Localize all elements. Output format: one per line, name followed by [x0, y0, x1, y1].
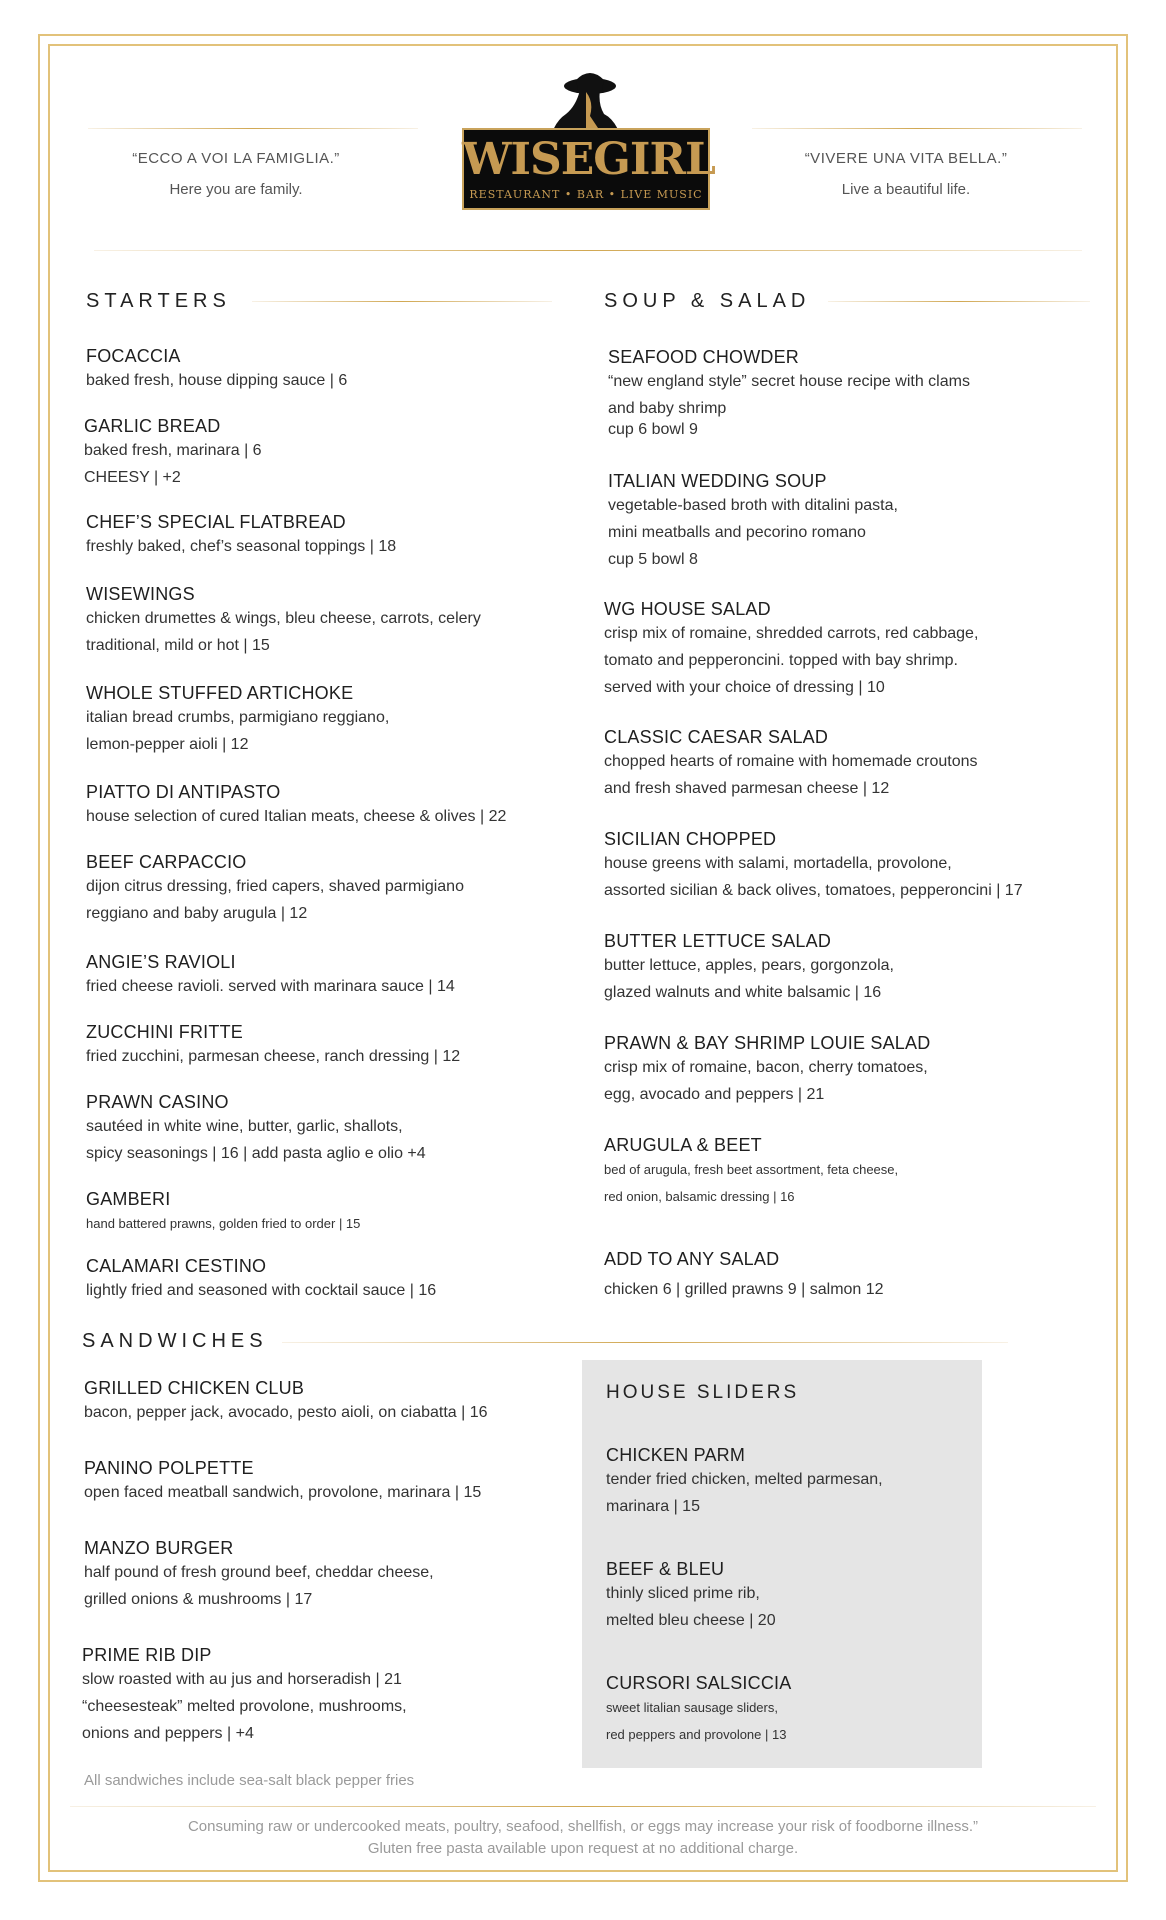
menu-item-ravioli: [86, 952, 566, 1000]
item-desc: chopped hearts of romaine with homemade croutons: [604, 753, 978, 770]
menu-item-antipasto: [86, 782, 566, 830]
header-rule-right: [752, 128, 1082, 129]
item-desc: chicken drumettes & wings, bleu cheese, carrots, celery: [86, 610, 481, 627]
menu-item-house-salad: [604, 599, 1104, 701]
menu-item-artichoke: [86, 683, 566, 758]
item-title: PRIME RIB DIP: [82, 1645, 212, 1665]
left-quote: “ECCO A VOI LA FAMIGLIA.”: [132, 150, 340, 167]
sandwich-note: All sandwiches include sea-salt black pepper fries: [84, 1772, 415, 1789]
item-desc: sweet litalian sausage sliders,: [606, 1700, 778, 1715]
item-title: ITALIAN WEDDING SOUP: [608, 471, 827, 491]
footer-gluten-note: Gluten free pasta available upon request at no additional charge.: [367, 1840, 799, 1857]
menu-item-panino: [84, 1458, 584, 1506]
menu-item-chowder: [608, 347, 1108, 443]
item-title: ANGIE’S RAVIOLI: [86, 952, 236, 972]
menu-item-butter-lettuce: [604, 931, 1104, 1006]
header-divider: [94, 250, 1082, 251]
item-title: WHOLE STUFFED ARTICHOKE: [86, 683, 354, 703]
menu-item-zucchini: [86, 1022, 566, 1070]
soup-salad-heading: SOUP & SALAD: [604, 290, 811, 312]
item-title: WG HOUSE SALAD: [604, 599, 771, 619]
left-translation: Here you are family.: [169, 181, 303, 198]
item-title: BEEF CARPACCIO: [86, 852, 247, 872]
menu-item-gamberi: [86, 1189, 566, 1237]
item-desc: sautéed in white wine, butter, garlic, shallots,: [86, 1118, 403, 1135]
item-title: BUTTER LETTUCE SALAD: [604, 931, 832, 951]
item-desc: fried cheese ravioli. served with marinara sauce | 14: [86, 978, 455, 995]
item-desc: “cheesesteak” melted provolone, mushrooms,: [82, 1698, 407, 1715]
item-desc: fried zucchini, parmesan cheese, ranch dressing | 12: [86, 1048, 461, 1065]
item-desc: and fresh shaved parmesan cheese | 12: [604, 780, 890, 797]
item-title: CURSORI SALSICCIA: [606, 1673, 792, 1693]
menu-item-prime-rib-dip: [82, 1645, 582, 1747]
item-desc: egg, avocado and peppers | 21: [604, 1086, 825, 1103]
menu-item-salsiccia: [606, 1673, 966, 1748]
item-desc: half pound of fresh ground beef, cheddar cheese,: [84, 1564, 434, 1581]
item-title: FOCACCIA: [86, 346, 181, 366]
item-desc: house greens with salami, mortadella, provolone,: [604, 855, 952, 872]
item-desc: cup 6 bowl 9: [608, 421, 698, 438]
item-title: WISEWINGS: [86, 584, 195, 604]
header-rule-left: [88, 128, 418, 129]
item-desc: italian bread crumbs, parmigiano reggiano,: [86, 709, 390, 726]
item-desc: baked fresh, house dipping sauce | 6: [86, 372, 348, 389]
item-title: GRILLED CHICKEN CLUB: [84, 1378, 305, 1398]
item-desc: CHEESY | +2: [84, 469, 181, 486]
item-desc: “new england style” secret house recipe with clams: [608, 373, 970, 390]
logo: [462, 70, 715, 210]
menu-item-focaccia: [86, 346, 566, 394]
item-title: MANZO BURGER: [84, 1538, 234, 1558]
footer-disclaimer: Consuming raw or undercooked meats, poultry, seafood, shellfish, or eggs may increase your risk of foodborne illness.”: [187, 1818, 979, 1835]
left-quote-block: [86, 150, 386, 198]
item-desc: cup 5 bowl 8: [608, 551, 698, 568]
item-desc: red onion, balsamic dressing | 16: [604, 1189, 795, 1204]
sandwiches-heading: SANDWICHES: [82, 1330, 268, 1352]
item-title: PANINO POLPETTE: [84, 1458, 254, 1478]
item-desc: mini meatballs and pecorino romano: [608, 524, 866, 541]
menu-item-chicken-club: [84, 1378, 584, 1426]
item-title: BEEF & BLEU: [606, 1559, 725, 1579]
menu-item-garlic-bread: [84, 416, 564, 491]
item-desc: glazed walnuts and white balsamic | 16: [604, 984, 882, 1001]
item-desc: tomato and pepperoncini. topped with bay shrimp.: [604, 652, 958, 669]
item-desc: marinara | 15: [606, 1498, 700, 1515]
item-desc: hand battered prawns, golden fried to order | 15: [86, 1216, 361, 1231]
menu-item-calamari: [86, 1256, 566, 1304]
item-desc: lightly fried and seasoned with cocktail sauce | 16: [86, 1282, 437, 1299]
item-desc: baked fresh, marinara | 6: [84, 442, 262, 459]
menu-item-carpaccio: [86, 852, 566, 927]
sliders-heading: HOUSE SLIDERS: [606, 1382, 800, 1403]
item-desc: and baby shrimp: [608, 400, 727, 417]
right-quote: “VIVERE UNA VITA BELLA.”: [804, 150, 1008, 167]
menu-item-caesar: [604, 727, 1104, 802]
menu-item-chicken-parm: [606, 1445, 966, 1520]
menu-item-manzo-burger: [84, 1538, 584, 1613]
starters-heading: STARTERS: [86, 290, 231, 312]
item-desc: chicken 6 | grilled prawns 9 | salmon 12: [604, 1281, 884, 1298]
item-title: ARUGULA & BEET: [604, 1135, 762, 1155]
menu-item-flatbread: [86, 512, 566, 560]
item-desc: dijon citrus dressing, fried capers, shaved parmigiano: [86, 878, 464, 895]
menu-item-add-to-salad: [604, 1249, 1104, 1303]
menu-item-beef-bleu: [606, 1559, 966, 1634]
right-quote-block: [756, 150, 1056, 198]
item-desc: lemon-pepper aioli | 12: [86, 736, 249, 753]
item-title: CLASSIC CAESAR SALAD: [604, 727, 829, 747]
item-desc: bed of arugula, fresh beet assortment, feta cheese,: [604, 1162, 899, 1177]
item-desc: crisp mix of romaine, shredded carrots, red cabbage,: [604, 625, 979, 642]
item-title: GARLIC BREAD: [84, 416, 221, 436]
item-desc: house selection of cured Italian meats, cheese & olives | 22: [86, 808, 507, 825]
footer-rule: [70, 1806, 1096, 1807]
item-title: CHICKEN PARM: [606, 1445, 746, 1465]
soup-salad-rule: [828, 301, 1090, 302]
logo-name: WISEGIRL: [462, 134, 715, 185]
sandwiches-rule: [282, 1342, 1008, 1343]
item-desc: traditional, mild or hot | 15: [86, 637, 270, 654]
item-title: PRAWN CASINO: [86, 1092, 229, 1112]
logo-tagline: RESTAURANT • BAR • LIVE MUSIC: [469, 188, 703, 201]
item-desc: bacon, pepper jack, avocado, pesto aioli, on ciabatta | 16: [84, 1404, 488, 1421]
item-desc: butter lettuce, apples, pears, gorgonzola,: [604, 957, 894, 974]
item-desc: onions and peppers | +4: [82, 1725, 254, 1742]
item-title: SEAFOOD CHOWDER: [608, 347, 800, 367]
item-desc: freshly baked, chef’s seasonal toppings | 18: [86, 538, 397, 555]
menu-item-louie: [604, 1033, 1104, 1108]
item-desc: grilled onions & mushrooms | 17: [84, 1591, 313, 1608]
item-title: PIATTO DI ANTIPASTO: [86, 782, 281, 802]
item-desc: melted bleu cheese | 20: [606, 1612, 776, 1629]
right-translation: Live a beautiful life.: [841, 181, 971, 198]
menu-item-wedding-soup: [608, 471, 1108, 573]
item-title: ZUCCHINI FRITTE: [86, 1022, 243, 1042]
item-title: SICILIAN CHOPPED: [604, 829, 777, 849]
menu-item-sicilian: [604, 829, 1124, 904]
menu-item-wisewings: [86, 584, 566, 659]
item-desc: crisp mix of romaine, bacon, cherry tomatoes,: [604, 1059, 928, 1076]
starters-rule: [252, 301, 552, 302]
item-desc: tender fried chicken, melted parmesan,: [606, 1471, 883, 1488]
item-desc: served with your choice of dressing | 10: [604, 679, 885, 696]
item-title: ADD TO ANY SALAD: [604, 1249, 780, 1269]
item-desc: thinly sliced prime rib,: [606, 1585, 760, 1602]
item-title: GAMBERI: [86, 1189, 171, 1209]
item-title: PRAWN & BAY SHRIMP LOUIE SALAD: [604, 1033, 931, 1053]
item-desc: spicy seasonings | 16 | add pasta aglio e olio +4: [86, 1145, 426, 1162]
item-desc: reggiano and baby arugula | 12: [86, 905, 308, 922]
item-desc: vegetable-based broth with ditalini pasta,: [608, 497, 898, 514]
item-title: CHEF’S SPECIAL FLATBREAD: [86, 512, 346, 532]
menu-item-arugula: [604, 1135, 1104, 1210]
item-desc: open faced meatball sandwich, provolone, marinara | 15: [84, 1484, 482, 1501]
menu-item-prawn-casino: [86, 1092, 566, 1167]
item-desc: assorted sicilian & back olives, tomatoes, pepperoncini | 17: [604, 882, 1023, 899]
item-title: CALAMARI CESTINO: [86, 1256, 267, 1276]
item-desc: slow roasted with au jus and horseradish | 21: [82, 1671, 402, 1688]
item-desc: red peppers and provolone | 13: [606, 1727, 787, 1742]
